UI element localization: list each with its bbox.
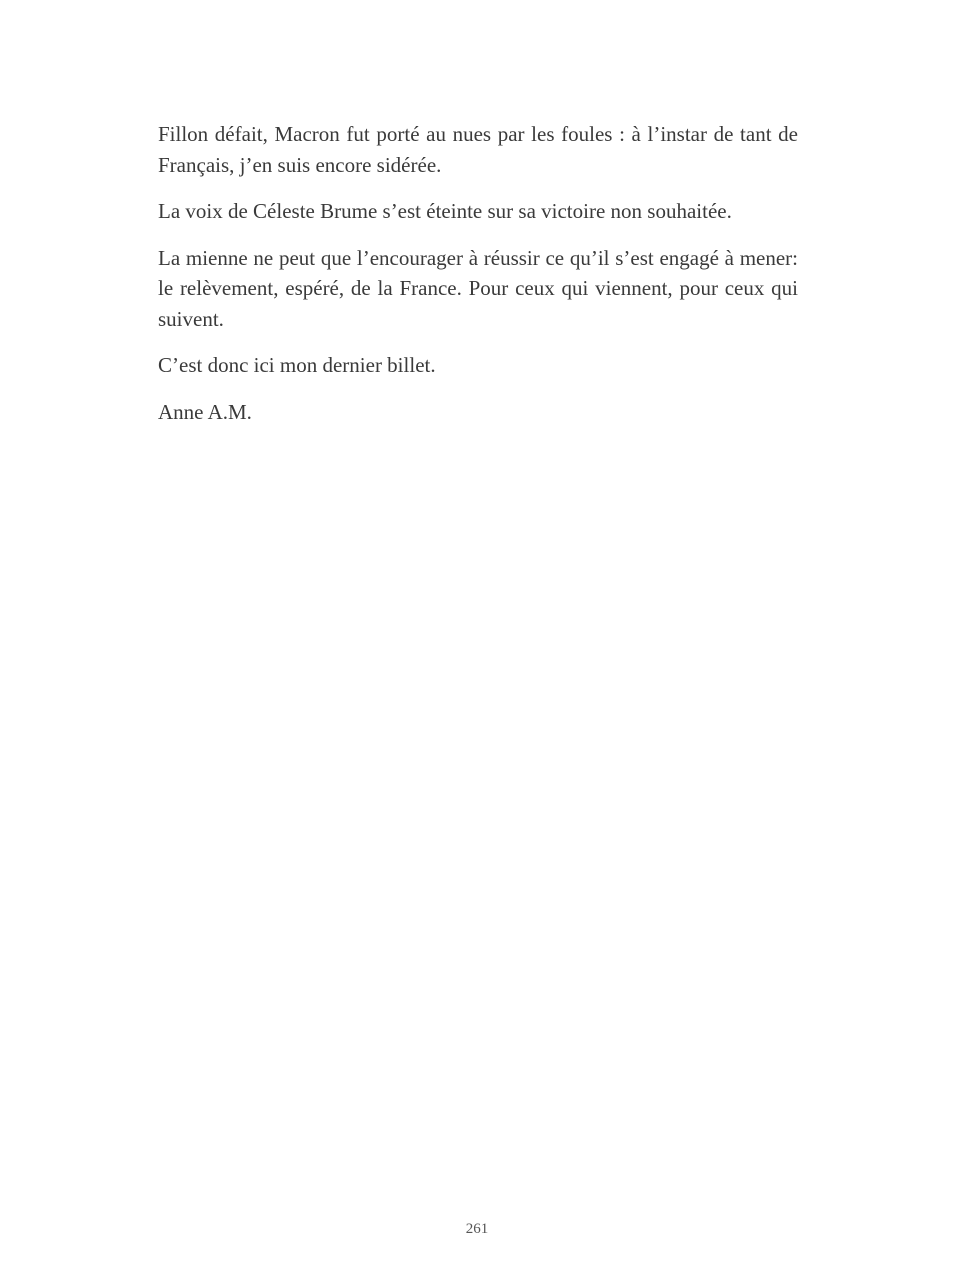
body-text bbox=[158, 119, 798, 443]
page-number: 261 bbox=[465, 1221, 489, 1237]
signature: Anne A.M. bbox=[158, 399, 252, 424]
paragraph-2: La voix de Céleste Brume s’est éteinte sur sa victoire non souhaitée. bbox=[158, 199, 732, 223]
paragraph-3: La mienne ne peut que l’encourager à réussir ce qu’il s’est engagé à mener: le relèvement, espéré, de la France. Pour ceux qui viennent, pour ceux qui suivent. bbox=[158, 245, 798, 331]
paragraph-1: Fillon défait, Macron fut porté au nues par les foules : à l’instar de tant de Français, j’en suis encore sidérée. bbox=[158, 122, 798, 177]
paragraph-4: C’est donc ici mon dernier billet. bbox=[158, 353, 436, 377]
